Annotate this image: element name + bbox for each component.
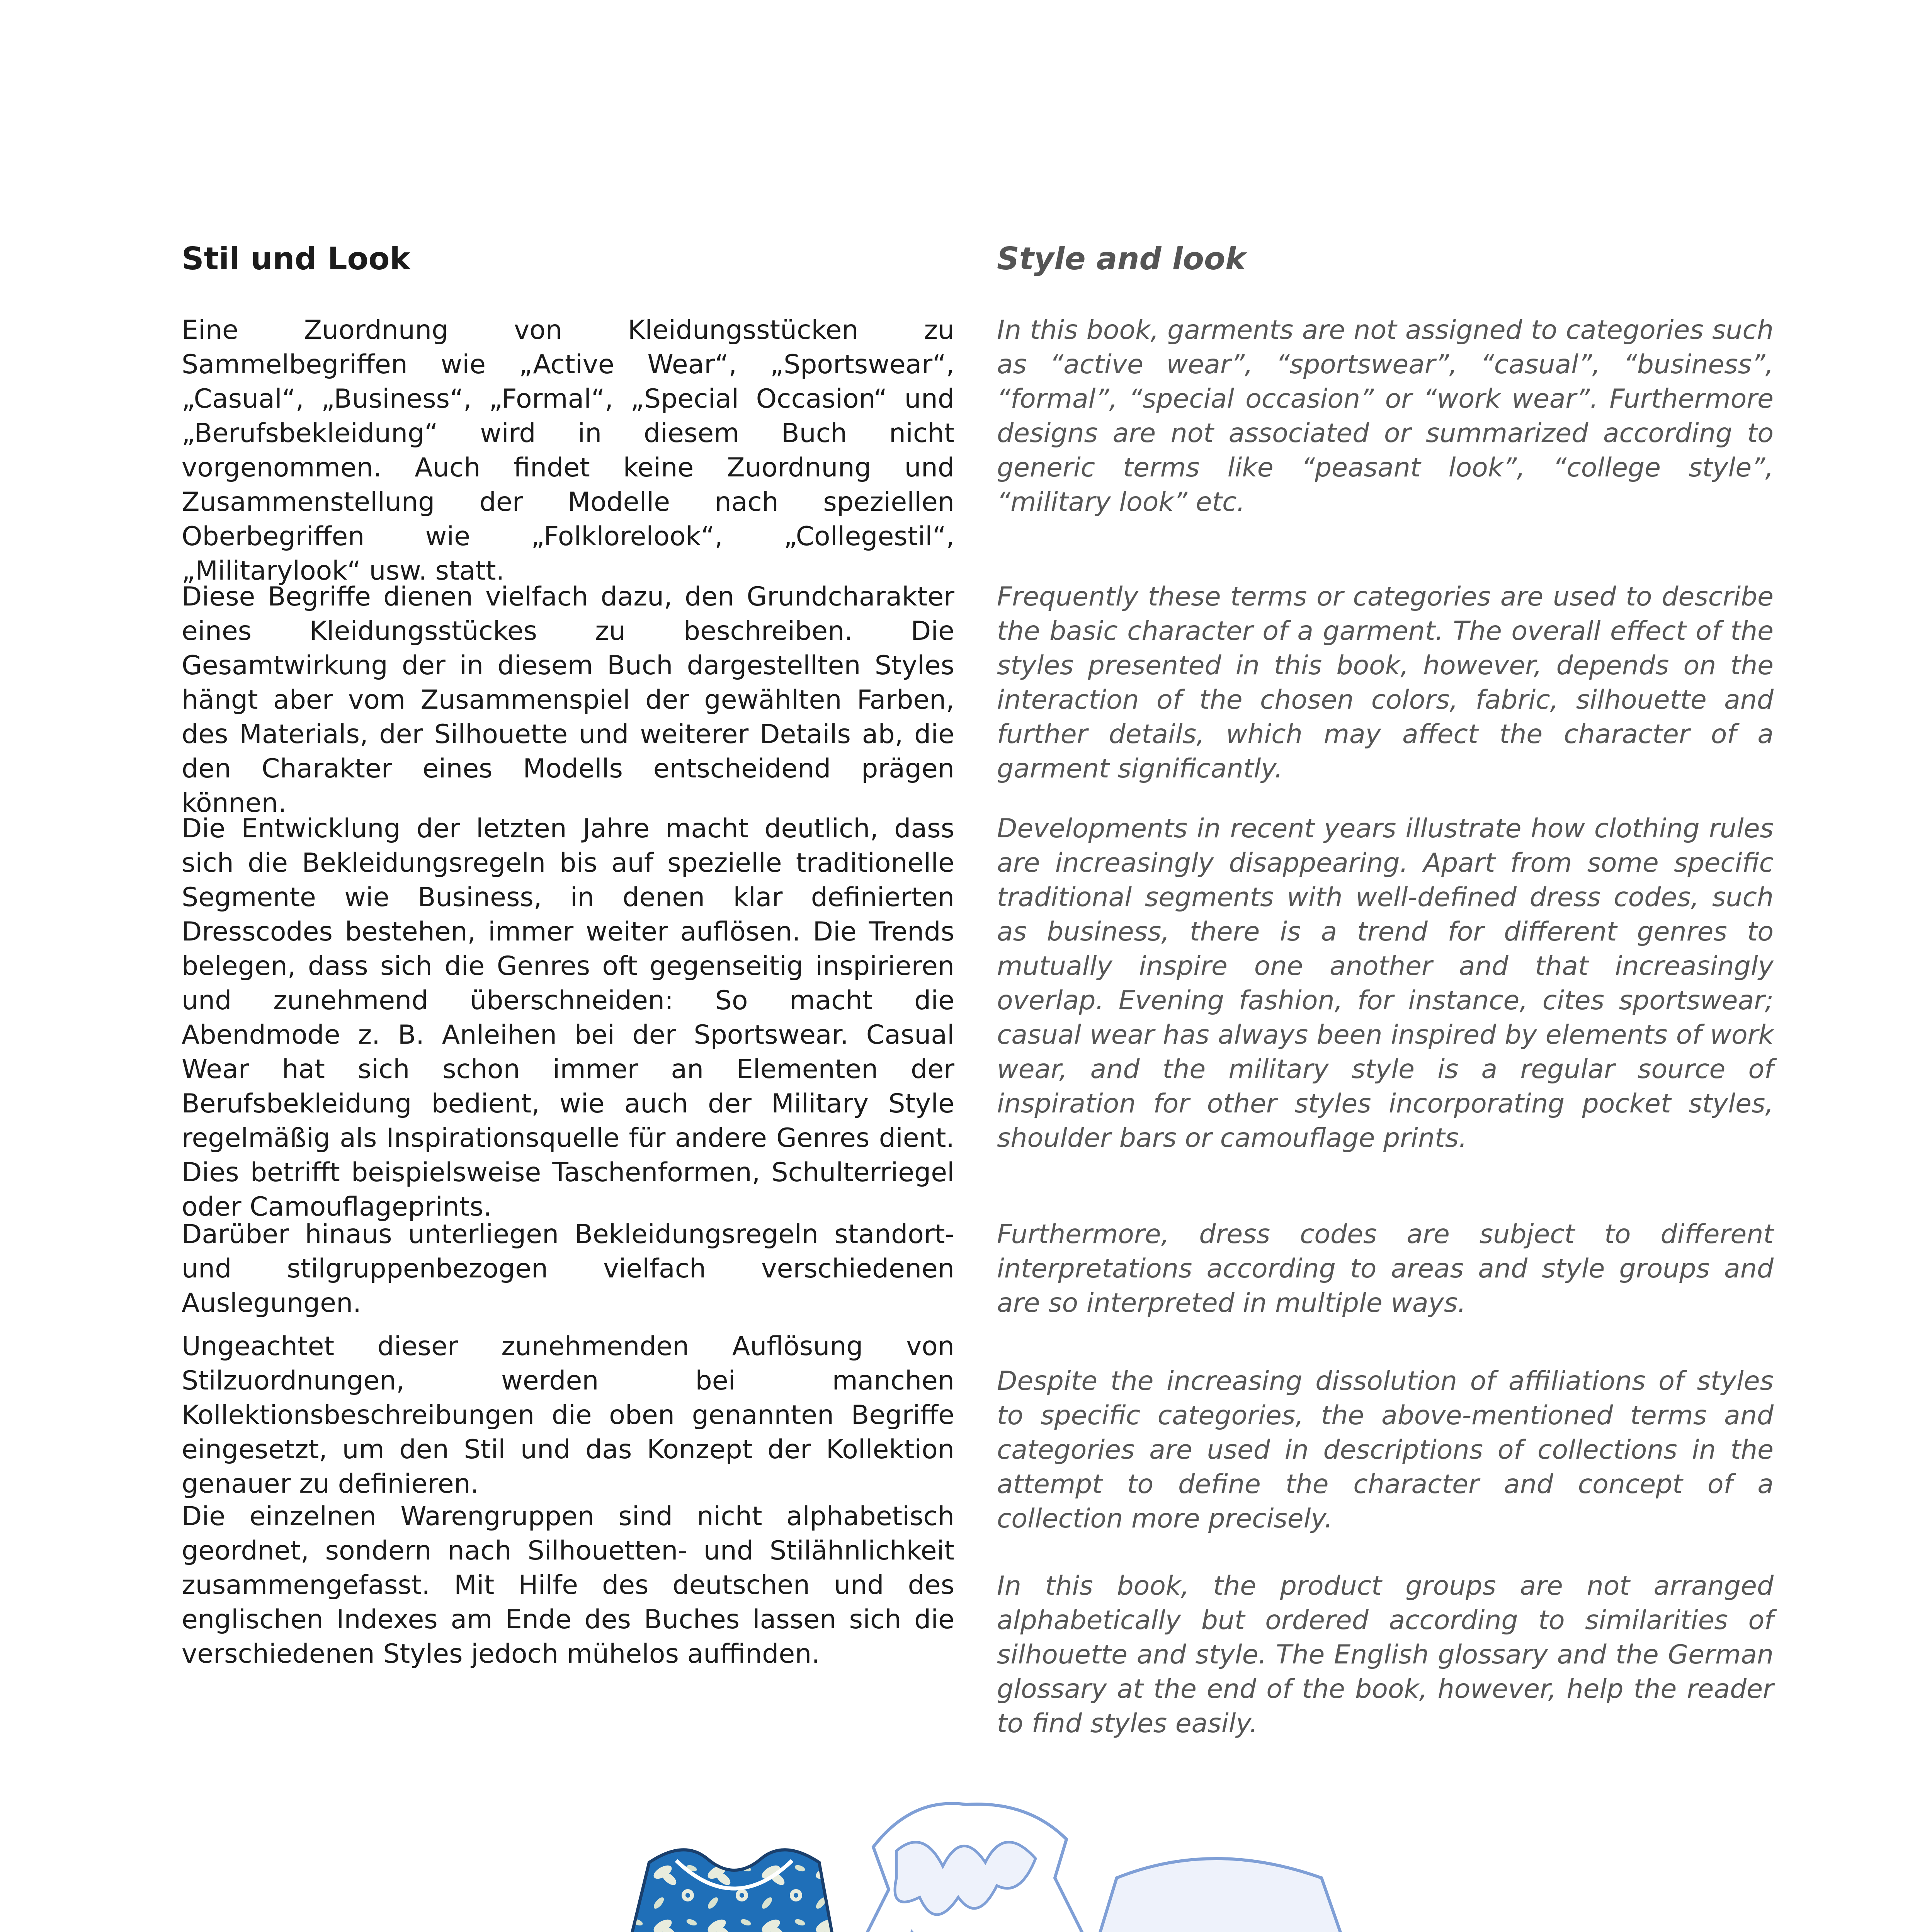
- german-column: [182, 240, 954, 1669]
- german-paragraph-1: Eine Zuordnung von Kleidungsstücken zu Sammelbegriffen wie „Active Wear“, „Sportswear“, „Casual“, „Business“, „Formal“, „Special Occasion“ und „Berufsbekleidung“ wird in diesem Buch nicht vorgenommen. Auch findet keine Zuordnung und Zusammenstellung der Modelle nach speziellen Oberbegriffen wie „Folklorelook“, „Collegestil“, „Militarylook“ usw. statt.: [182, 315, 954, 586]
- english-paragraph-2: Frequently these terms or categories are used to describe the basic character of a garment. The overall effect of the styles presented in this book, however, depends on the interaction of the chosen colors, fabric, silhouette and further details, which may affect the character of a garment significantly.: [997, 582, 1774, 784]
- english-paragraph-3: Developments in recent years illustrate how clothing rules are increasingly disappearing. Apart from some specific traditional segments with well-defined dress codes, such as business, there is a trend for different genres to mutually inspire one another and that increasingly overlap. Evening fashion, for instance, cites sportswear; casual wear has always been inspired by elements of work wear, and the military style is a regular source of inspiration for other styles incorporating pocket styles, shoulder bars or camouflage prints.: [997, 813, 1774, 1153]
- german-paragraph-5: Ungeachtet dieser zunehmenden Auflösung von Stilzuordnungen, werden bei manchen Kollektionsbeschreibungen die oben genannten Begriffe eingesetzt, um den Stil und das Konzept der Kollektion genauer zu definieren.: [182, 1331, 954, 1499]
- ruffle-blouse-with-pleated-skirt: [866, 1803, 1082, 1932]
- german-paragraph-6: Die einzelnen Warengruppen sind nicht alphabetisch geordnet, sondern nach Silhouetten- und Stilähnlichkeit zusammengefasst. Mit Hilfe des deutschen und des englischen Indexes am Ende des Buches lassen sich die verschiedenen Styles jedoch mühelos auffinden.: [182, 1501, 954, 1669]
- german-heading: Stil und Look: [182, 241, 410, 277]
- floral-maxi-dress: [618, 1850, 842, 1932]
- english-paragraph-4: Furthermore, dress codes are subject to different interpretations according to areas and style groups and are so interpreted in multiple ways.: [997, 1219, 1774, 1318]
- fashion-illustration: [595, 1750, 1461, 1932]
- german-paragraph-2: Diese Begriffe dienen vielfach dazu, den Grundcharakter eines Kleidungsstückes zu beschreiben. Die Gesamtwirkung der in diesem Buch dargestellten Styles hängt aber vom Zusammenspiel der gewählten Farben, des Materials, der Silhouette und weiterer Details ab, die den Charakter eines Modells entscheidend prägen können.: [182, 582, 954, 818]
- english-paragraph-1: In this book, garments are not assigned to categories such as “active wear”, “sportswear”, “casual”, “business”, “formal”, “special occasion” or “work wear”. Furthermore designs are not associated or summarized according to generic terms like “peasant look”, “college style”, “military look” etc.: [997, 315, 1774, 517]
- english-column: [997, 240, 1774, 1739]
- english-paragraph-6: In this book, the product groups are not arranged alphabetically but ordered according to similarities of silhouette and style. The English glossary and the German glossary at the end of the book, however, help the reader to find styles easily.: [997, 1571, 1774, 1739]
- german-paragraph-4: Darüber hinaus unterliegen Bekleidungsregeln standort- und stilgruppenbezogen vielfach verschiedenen Auslegungen.: [182, 1219, 954, 1318]
- english-heading: Style and look: [997, 241, 1246, 277]
- english-paragraph-5: Despite the increasing dissolution of affiliations of styles to specific categories, the above-mentioned terms and categories are used in descriptions of collections in the attempt to define the character and concept of a collection more precisely.: [997, 1366, 1774, 1534]
- german-paragraph-3: Die Entwicklung der letzten Jahre macht deutlich, dass sich die Bekleidungsregeln bis auf spezielle traditionelle Segmente wie Business, in denen klar definierten Dresscodes bestehen, immer weiter auflösen. Die Trends belegen, dass sich die Genres oft gegenseitig inspirieren und zunehmend überschneiden: So macht die Abendmode z. B. Anleihen bei der Sportswear. Casual Wear hat sich schon immer an Elementen der Berufsbekleidung bedient, wie auch der Military Style regelmäßig als Inspirationsquelle für andere Genres dient. Dies betrifft beispielsweise Taschenformen, Schulterriegel oder Camouflageprints.: [182, 813, 954, 1222]
- off-shoulder-tiered-dress: [1051, 1859, 1391, 1932]
